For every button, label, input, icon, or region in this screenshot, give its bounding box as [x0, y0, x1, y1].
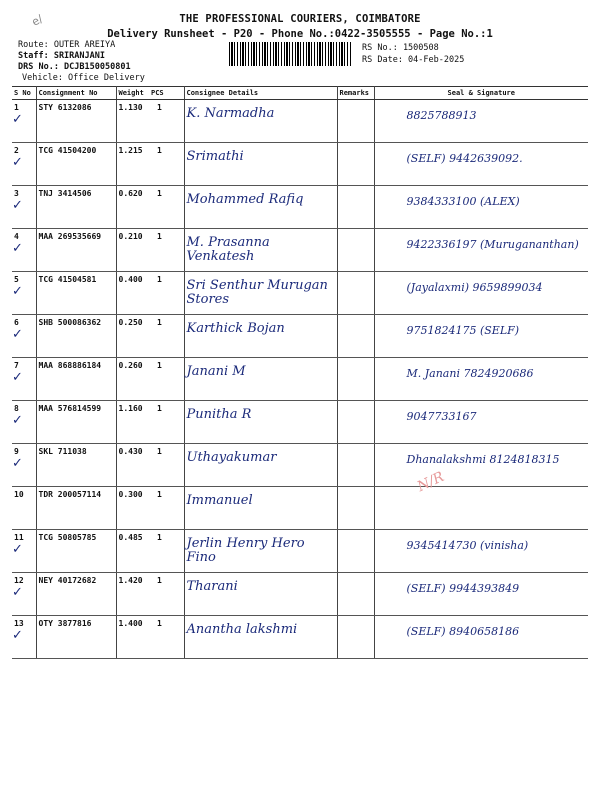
col-weight: Weight	[116, 87, 149, 100]
row-weight: 0.620	[116, 186, 149, 229]
table-row	[12, 444, 588, 487]
row-consignee: Srimathi	[184, 143, 337, 186]
table-row	[12, 530, 588, 573]
table-header-row	[12, 87, 588, 100]
col-pcs: PCS	[149, 87, 184, 100]
row-seal-signature: M. Janani 7824920686	[374, 358, 588, 401]
row-consignee: Tharani	[184, 573, 337, 616]
drs-info: DRS No.: DCJB150050801	[18, 62, 131, 72]
row-pcs: 1	[149, 444, 184, 487]
row-sno: 12 ✓	[12, 573, 36, 616]
row-pcs: 1	[149, 616, 184, 659]
row-remarks	[337, 358, 374, 401]
row-weight: 0.260	[116, 358, 149, 401]
row-consignee: Jerlin Henry Hero Fino	[184, 530, 337, 573]
row-consignee: Punitha R	[184, 401, 337, 444]
col-remarks: Remarks	[337, 87, 374, 100]
row-sno: 8 ✓	[12, 401, 36, 444]
table-row	[12, 315, 588, 358]
row-sno: 10	[12, 487, 36, 530]
row-consignee: Anantha lakshmi	[184, 616, 337, 659]
barcode-image	[229, 42, 351, 66]
row-sno: 1 ✓	[12, 100, 36, 143]
row-consignment-no: MAA 576814599	[36, 401, 116, 444]
delivered-tick-icon: ✓	[12, 413, 23, 428]
row-consignment-no: STY 6132086	[36, 100, 116, 143]
row-weight: 1.215	[116, 143, 149, 186]
nr-stamp: N/R	[414, 468, 447, 496]
row-seal-signature: (Jayalaxmi) 9659899034	[374, 272, 588, 315]
row-remarks	[337, 401, 374, 444]
row-weight: 1.400	[116, 616, 149, 659]
row-consignee: Immanuel	[184, 487, 337, 530]
row-pcs: 1	[149, 229, 184, 272]
row-weight: 1.130	[116, 100, 149, 143]
row-seal-signature: (SELF) 9944393849	[374, 573, 588, 616]
row-consignee: Karthick Bojan	[184, 315, 337, 358]
row-consignment-no: SHB 500086362	[36, 315, 116, 358]
table-row	[12, 573, 588, 616]
row-weight: 1.420	[116, 573, 149, 616]
company-title: THE PROFESSIONAL COURIERS, COIMBATORE	[179, 13, 421, 25]
row-sno: 6 ✓	[12, 315, 36, 358]
row-sno: 11 ✓	[12, 530, 36, 573]
delivered-tick-icon: ✓	[12, 327, 23, 342]
rs-number: RS No.: 1500508	[362, 43, 439, 53]
row-pcs: 1	[149, 143, 184, 186]
route-info: Route: OUTER AREIYA	[18, 40, 116, 50]
row-sno: 7 ✓	[12, 358, 36, 401]
row-remarks	[337, 530, 374, 573]
row-pcs: 1	[149, 401, 184, 444]
delivered-tick-icon: ✓	[12, 155, 23, 170]
table-row	[12, 100, 588, 143]
table-row	[12, 616, 588, 659]
row-consignment-no: TNJ 3414506	[36, 186, 116, 229]
row-seal-signature: (SELF) 8940658186	[374, 616, 588, 659]
table-row	[12, 401, 588, 444]
table-row	[12, 487, 588, 530]
row-sno: 5 ✓	[12, 272, 36, 315]
col-consignee: Consignee Details	[184, 87, 337, 100]
row-pcs: 1	[149, 358, 184, 401]
delivered-tick-icon: ✓	[12, 241, 23, 256]
row-seal-signature: 9384333100 (ALEX)	[374, 186, 588, 229]
staff-info: Staff: SRIRANJANI	[18, 51, 105, 61]
row-seal-signature: 8825788913	[374, 100, 588, 143]
row-pcs: 1	[149, 573, 184, 616]
row-remarks	[337, 616, 374, 659]
row-sno: 9 ✓	[12, 444, 36, 487]
row-sno: 3 ✓	[12, 186, 36, 229]
row-consignee: M. Prasanna Venkatesh	[184, 229, 337, 272]
delivered-tick-icon: ✓	[12, 370, 23, 385]
row-sno: 4 ✓	[12, 229, 36, 272]
row-remarks	[337, 444, 374, 487]
row-consignment-no: TDR 200057114	[36, 487, 116, 530]
row-seal-signature: 9422336197 (Murugananthan)	[374, 229, 588, 272]
corner-pen-mark: e/	[29, 12, 46, 29]
delivered-tick-icon: ✓	[12, 284, 23, 299]
row-pcs: 1	[149, 315, 184, 358]
row-remarks	[337, 100, 374, 143]
row-weight: 0.430	[116, 444, 149, 487]
row-weight: 1.160	[116, 401, 149, 444]
table-row	[12, 358, 588, 401]
vehicle-info: Vehicle: Office Delivery	[22, 73, 145, 83]
row-consignment-no: TCG 41504581	[36, 272, 116, 315]
row-sno: 13 ✓	[12, 616, 36, 659]
delivered-tick-icon: ✓	[12, 198, 23, 213]
table-row	[12, 186, 588, 229]
row-remarks	[337, 229, 374, 272]
col-seal: Seal & Signature	[374, 87, 588, 100]
row-seal-signature: Dhanalakshmi 8124818315	[374, 444, 588, 487]
row-weight: 0.210	[116, 229, 149, 272]
row-pcs: 1	[149, 487, 184, 530]
row-pcs: 1	[149, 530, 184, 573]
row-weight: 0.250	[116, 315, 149, 358]
row-seal-signature: 9345414730 (vinisha)	[374, 530, 588, 573]
row-consignment-no: NEY 40172682	[36, 573, 116, 616]
row-pcs: 1	[149, 272, 184, 315]
row-consignee: K. Narmadha	[184, 100, 337, 143]
delivered-tick-icon: ✓	[12, 585, 23, 600]
row-consignment-no: OTY 3877816	[36, 616, 116, 659]
col-consignment: Consignment No	[36, 87, 116, 100]
row-consignment-no: TCG 50805785	[36, 530, 116, 573]
row-remarks	[337, 143, 374, 186]
table-row	[12, 272, 588, 315]
row-remarks	[337, 487, 374, 530]
runsheet-table	[12, 86, 588, 659]
delivered-tick-icon: ✓	[12, 542, 23, 557]
row-seal-signature: (SELF) 9442639092.	[374, 143, 588, 186]
row-consignment-no: SKL 711038	[36, 444, 116, 487]
row-seal-signature: 9751824175 (SELF)	[374, 315, 588, 358]
row-remarks	[337, 315, 374, 358]
delivered-tick-icon: ✓	[12, 628, 23, 643]
row-remarks	[337, 272, 374, 315]
delivered-tick-icon: ✓	[12, 456, 23, 471]
row-consignee: Janani M	[184, 358, 337, 401]
table-row	[12, 143, 588, 186]
row-seal-signature	[374, 487, 588, 530]
row-consignment-no: MAA 269535669	[36, 229, 116, 272]
row-consignment-no: TCG 41504200	[36, 143, 116, 186]
row-remarks	[337, 573, 374, 616]
row-pcs: 1	[149, 100, 184, 143]
row-consignee: Uthayakumar	[184, 444, 337, 487]
runsheet-subtitle: Delivery Runsheet - P20 - Phone No.:0422-3505555 - Page No.:1	[107, 28, 493, 40]
row-consignee: Mohammed Rafiq	[184, 186, 337, 229]
row-pcs: 1	[149, 186, 184, 229]
row-consignee: Sri Senthur Murugan Stores	[184, 272, 337, 315]
rs-date: RS Date: 04-Feb-2025	[362, 55, 465, 65]
row-remarks	[337, 186, 374, 229]
row-seal-signature: 9047733167	[374, 401, 588, 444]
row-sno: 2 ✓	[12, 143, 36, 186]
col-sno: S No	[12, 87, 36, 100]
row-weight: 0.485	[116, 530, 149, 573]
table-row	[12, 229, 588, 272]
row-weight: 0.300	[116, 487, 149, 530]
row-weight: 0.400	[116, 272, 149, 315]
row-consignment-no: MAA 868886184	[36, 358, 116, 401]
delivered-tick-icon: ✓	[12, 112, 23, 127]
